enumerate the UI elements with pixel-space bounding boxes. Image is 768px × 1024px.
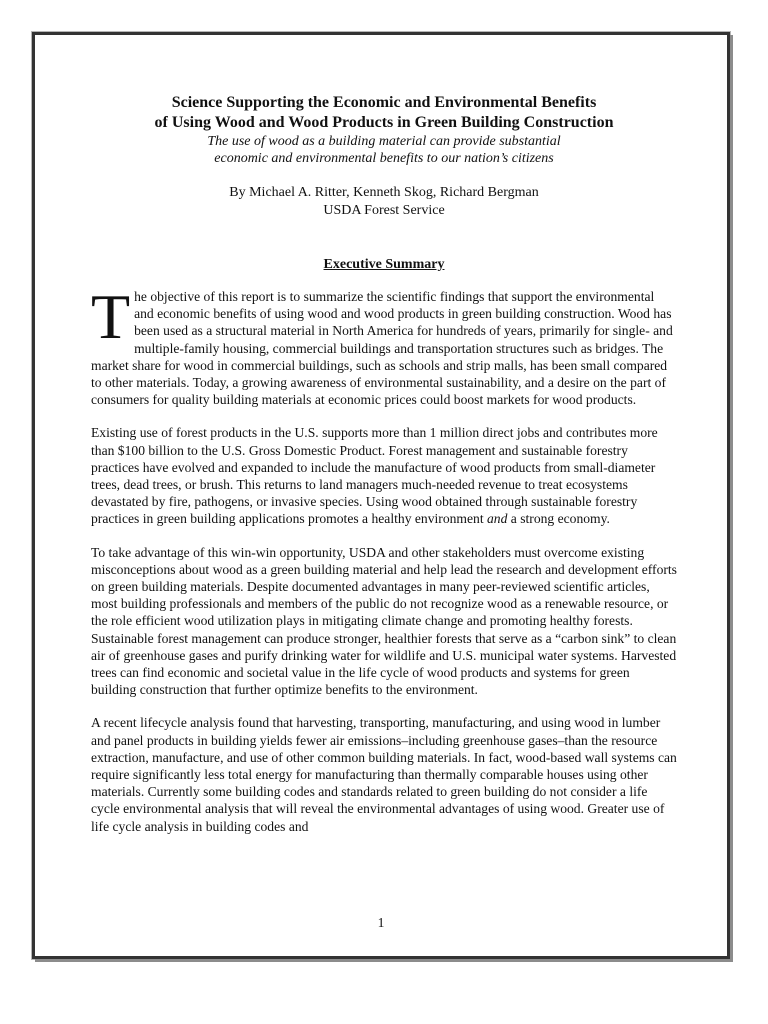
paragraph-2-text-a: Existing use of forest products in the U.S. supports more than 1 million direct jobs and contributes more than $100 billion to the U.S. Gross Domestic Product. Forest management and sustainable forestry practices have evolved and expanded to include the manufacture of wood products from small-diameter trees, dead trees, or brush. This returns to land managers much-needed revenue to treat ecosystems devastated by fire, pathogens, or invasive species. Using wood obtained through sustainable forestry practices in green building applications promotes a healthy environment [91, 425, 658, 527]
title-line-2: of Using Wood and Wood Products in Green Building Construction [154, 114, 614, 131]
paragraph-4: A recent lifecycle analysis found that harvesting, transporting, manufacturing, and using wood in lumber and panel products in building yields fewer air emissions–including greenhouse gases–than the resource extraction, manufacture, and use of other common building materials. In fact, wood-based wall systems can require significantly less total energy for manufacturing than thermally comparable houses using other materials. Currently some building codes and standards related to green building do not consider a life cycle environmental analysis that will reveal the environmental advantages of using wood. Greater use of life cycle analysis in building codes and [91, 715, 677, 834]
page-number: 1 [377, 915, 385, 930]
section-heading: Executive Summary [323, 257, 445, 272]
document-subtitle [91, 133, 677, 167]
page-content [91, 93, 677, 835]
document-title [91, 93, 677, 133]
paragraph-2-text-b: a strong economy. [507, 511, 610, 527]
paragraph-2-emphasis: and [487, 511, 508, 527]
byline [91, 184, 677, 220]
subtitle-line-1: The use of wood as a building material can provide substantial [207, 134, 561, 149]
affiliation: USDA Forest Service [323, 203, 445, 218]
paragraph-3: To take advantage of this win-win opportunity, USDA and other stakeholders must overcome existing misconceptions about wood as a green building material and help lead the research and development efforts on green building materials. Despite documented advantages in many peer-reviewed scientific articles, most building professionals and members of the public do not recognize wood as a renewable resource, or the role efficient wood utilization plays in mitigating climate change and promoting healthy forests. Sustainable forest management can produce stronger, healthier forests that serve as a “carbon sink” to clean air of greenhouse gases and purify drinking water for wildlife and U.S. municipal water systems. Harvested trees can find economic and societal value in the life cycle of wood products and systems for green building construction that further optimize benefits to the environment. [91, 544, 677, 698]
drop-cap: T [91, 281, 131, 352]
authors: By Michael A. Ritter, Kenneth Skog, Richard Bergman [229, 185, 539, 200]
paragraph-2 [91, 424, 677, 527]
subtitle-line-2: economic and environmental benefits to our nation’s citizens [214, 151, 554, 166]
document-page [32, 32, 730, 959]
paragraph-1 [91, 281, 677, 408]
paragraph-1-text: he objective of this report is to summarize the scientific findings that support the environmental and economic benefits of using wood and wood products in green building construction. Wood has been used as a structural material in North America for hundreds of years, primarily for single- and multiple-family housing, commercial buildings and transportation structures such as bridges. The market share for wood in commercial buildings, such as schools and strip malls, has been small compared to other materials. Today, a growing awareness of environmental sustainability, and a desire on the part of consumers for quality building materials at economic prices could boost markets for wood products. [91, 289, 673, 408]
title-line-1: Science Supporting the Economic and Environmental Benefits [171, 94, 597, 111]
